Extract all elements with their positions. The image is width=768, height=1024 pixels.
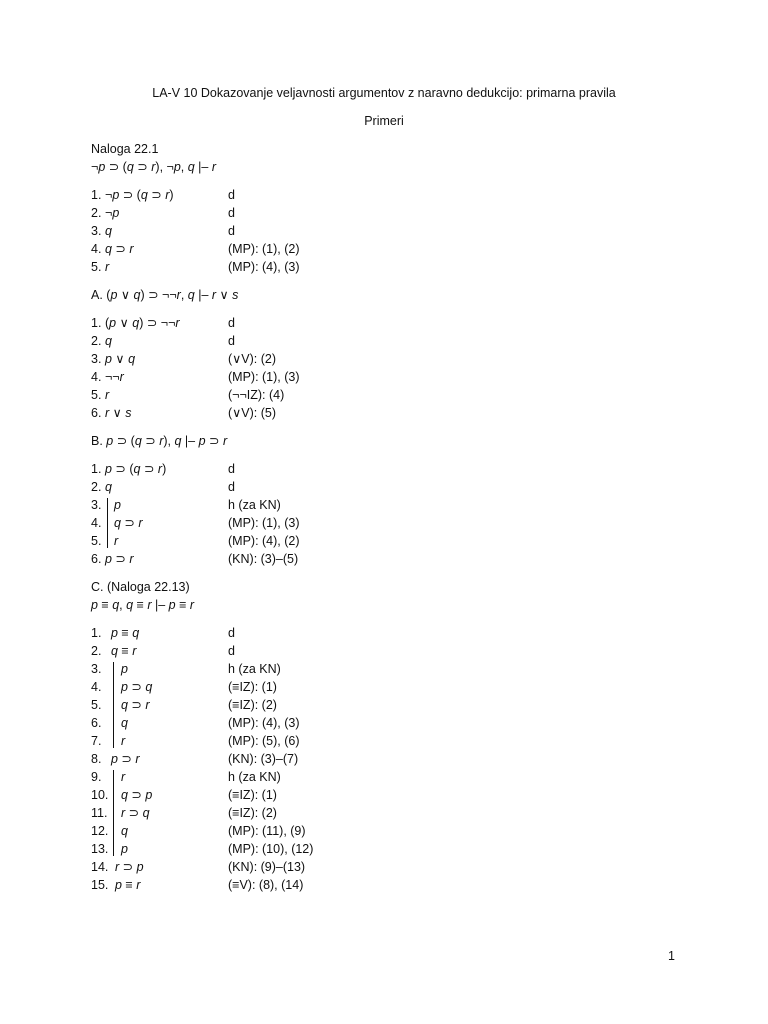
line-formula: ¬¬r	[105, 370, 124, 384]
line-justification: (MP): (4), (3)	[228, 716, 300, 730]
line-justification: (¬¬IZ): (4)	[228, 388, 285, 402]
line-formula: q ⊃ p	[121, 788, 153, 802]
proof-table	[0, 186, 768, 276]
line-formula: q ⊃ r	[105, 242, 134, 256]
line-justification: (≡IZ): (2)	[228, 806, 277, 820]
line-number: 4.	[91, 370, 102, 384]
line-formula: r ⊃ p	[115, 860, 144, 874]
proof-line	[0, 478, 768, 496]
line-justification: d	[228, 480, 235, 494]
proof-line	[0, 840, 768, 858]
line-formula: (p ∨ q) ⊃ ¬¬r	[105, 316, 180, 330]
line-formula: p ≡ q	[111, 626, 140, 640]
line-formula: r	[121, 770, 126, 784]
line-number: 3.	[91, 498, 102, 512]
line-number: 9.	[91, 770, 102, 784]
line-justification: (KN): (3)–(7)	[228, 752, 299, 766]
proof-table	[0, 314, 768, 422]
proof-line	[0, 314, 768, 332]
proof-table	[0, 624, 768, 894]
line-formula: q	[121, 824, 128, 838]
line-number: 5.	[91, 534, 102, 548]
line-number: 3.	[91, 224, 102, 238]
example-heading: B. p ⊃ (q ⊃ r), q |– p ⊃ r	[91, 434, 228, 448]
line-number: 15.	[91, 878, 109, 892]
line-number: 5.	[91, 260, 102, 274]
line-justification: d	[228, 626, 235, 640]
line-justification: d	[228, 224, 235, 238]
line-justification: (MP): (4), (2)	[228, 534, 300, 548]
proof-line	[0, 496, 768, 514]
line-justification: d	[228, 188, 235, 202]
page-subtitle: Primeri	[364, 114, 404, 128]
example-b	[0, 432, 768, 568]
line-justification: (MP): (4), (3)	[228, 260, 300, 274]
line-number: 3.	[91, 352, 102, 366]
proof-line	[0, 642, 768, 660]
line-justification: (MP): (11), (9)	[228, 824, 306, 838]
line-formula: r	[105, 260, 110, 274]
proof-line	[0, 696, 768, 714]
line-justification: d	[228, 644, 235, 658]
line-formula: r	[105, 388, 110, 402]
proof-line	[0, 714, 768, 732]
line-justification: d	[228, 316, 235, 330]
proof-line	[0, 404, 768, 422]
proof-line	[0, 876, 768, 894]
line-justification: (∨V): (2)	[228, 352, 277, 366]
line-number: 13.	[91, 842, 109, 856]
line-justification: (MP): (1), (3)	[228, 516, 300, 530]
line-justification: (≡IZ): (2)	[228, 698, 277, 712]
line-formula: q ⊃ r	[114, 516, 143, 530]
proof-line	[0, 624, 768, 642]
proof-line	[0, 386, 768, 404]
proof-line	[0, 660, 768, 678]
line-number: 5.	[91, 698, 102, 712]
line-formula: ¬p	[105, 206, 120, 220]
line-formula: p ≡ r	[115, 878, 141, 892]
line-formula: q	[105, 480, 112, 494]
line-justification: h (za KN)	[228, 662, 281, 676]
proof-line	[0, 258, 768, 276]
line-justification: d	[228, 462, 235, 476]
proof-line	[0, 822, 768, 840]
line-number: 2.	[91, 334, 102, 348]
proof-table	[0, 460, 768, 568]
proof-line	[0, 804, 768, 822]
proof-line	[0, 350, 768, 368]
proof-line	[0, 732, 768, 750]
line-formula: p	[121, 662, 128, 676]
line-justification: h (za KN)	[228, 498, 281, 512]
line-number: 2.	[91, 480, 102, 494]
line-formula: r ⊃ q	[121, 806, 150, 820]
proof-line	[0, 750, 768, 768]
example-heading: C. (Naloga 22.13)	[91, 580, 190, 594]
proof-line	[0, 550, 768, 568]
subproof	[0, 660, 768, 750]
line-number: 14.	[91, 860, 109, 874]
line-number: 1.	[91, 626, 102, 640]
line-number: 7.	[91, 734, 102, 748]
proof-line	[0, 858, 768, 876]
line-number: 6.	[91, 406, 102, 420]
proof-line	[0, 768, 768, 786]
example-a	[0, 286, 768, 422]
line-formula: q ≡ r	[111, 644, 137, 658]
line-number: 3.	[91, 662, 102, 676]
line-number: 1.	[91, 188, 102, 202]
argument-formula: p ≡ q, q ≡ r |– p ≡ r	[91, 598, 195, 612]
proof-line	[0, 786, 768, 804]
line-formula: p	[121, 842, 128, 856]
example-heading: Naloga 22.1	[91, 142, 159, 156]
proof-line	[0, 204, 768, 222]
line-formula: q	[121, 716, 128, 730]
line-justification: h (za KN)	[228, 770, 281, 784]
line-formula: p ⊃ (q ⊃ r)	[105, 462, 167, 476]
line-formula: q ⊃ r	[121, 698, 150, 712]
line-number: 10.	[91, 788, 109, 802]
line-formula: r ∨ s	[105, 406, 132, 420]
line-number: 2.	[91, 644, 102, 658]
proof-line	[0, 332, 768, 350]
line-formula: q	[105, 334, 112, 348]
line-justification: d	[228, 334, 235, 348]
example-c	[0, 578, 768, 894]
line-formula: r	[114, 534, 119, 548]
line-justification: (KN): (9)–(13)	[228, 860, 306, 874]
line-justification: (MP): (5), (6)	[228, 734, 300, 748]
proof-line	[0, 240, 768, 258]
example-naloga-22-1	[0, 140, 768, 276]
line-formula: p ⊃ q	[121, 680, 153, 694]
line-formula: p ∨ q	[105, 352, 136, 366]
line-justification: (≡IZ): (1)	[228, 788, 277, 802]
line-formula: p ⊃ r	[105, 552, 134, 566]
line-formula: r	[121, 734, 126, 748]
line-number: 6.	[91, 552, 102, 566]
line-formula: p	[114, 498, 121, 512]
subproof	[0, 496, 768, 550]
line-formula: q	[105, 224, 112, 238]
line-formula: ¬p ⊃ (q ⊃ r)	[105, 188, 174, 202]
line-number: 1.	[91, 462, 102, 476]
proof-line	[0, 678, 768, 696]
example-heading: A. (p ∨ q) ⊃ ¬¬r, q |– r ∨ s	[91, 288, 239, 302]
subproof	[0, 768, 768, 858]
line-number: 6.	[91, 716, 102, 730]
line-justification: (MP): (1), (2)	[228, 242, 300, 256]
line-justification: (≡V): (8), (14)	[228, 878, 304, 892]
line-justification: (MP): (10), (12)	[228, 842, 314, 856]
line-justification: (∨V): (5)	[228, 406, 277, 420]
line-justification: (KN): (3)–(5)	[228, 552, 299, 566]
line-justification: d	[228, 206, 235, 220]
line-number: 8.	[91, 752, 102, 766]
line-number: 1.	[91, 316, 102, 330]
line-number: 5.	[91, 388, 102, 402]
proof-line	[0, 186, 768, 204]
line-number: 4.	[91, 516, 102, 530]
page-title: LA-V 10 Dokazovanje veljavnosti argumentov z naravno dedukcijo: primarna pravila	[152, 86, 616, 100]
line-number: 4.	[91, 680, 102, 694]
proof-line	[0, 460, 768, 478]
line-justification: (MP): (1), (3)	[228, 370, 300, 384]
proof-line	[0, 514, 768, 532]
argument-formula: ¬p ⊃ (q ⊃ r), ¬p, q |– r	[91, 160, 217, 174]
line-number: 2.	[91, 206, 102, 220]
line-justification: (≡IZ): (1)	[228, 680, 277, 694]
proof-line	[0, 368, 768, 386]
line-number: 11.	[91, 806, 108, 820]
line-number: 4.	[91, 242, 102, 256]
proof-line	[0, 532, 768, 550]
page-number: 1	[668, 949, 675, 963]
line-formula: p ⊃ r	[111, 752, 140, 766]
proof-line	[0, 222, 768, 240]
line-number: 12.	[91, 824, 109, 838]
